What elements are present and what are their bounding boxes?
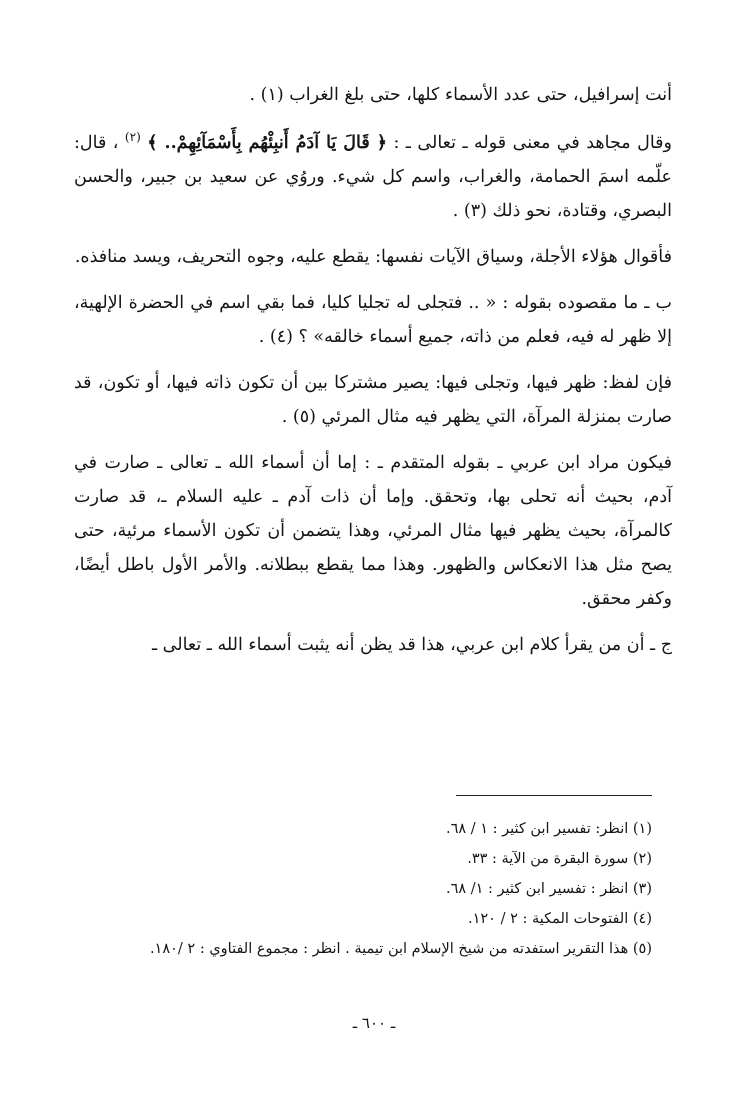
paragraph-7: ج ـ أن من يقرأ كلام ابن عربي، هذا قد يظن أنه يثبت أسماء الله ـ تعالى ـ <box>151 635 672 655</box>
quran-verse: ﴿ قَالَ يَا آدَمُ أَنبِئْهُم بِأَسْمَآئِهِمْ.. ﴾ <box>147 133 387 153</box>
main-text <box>74 78 672 674</box>
paragraph-2-rest: ، قال: علّمه اسمَ الحمامة، والغراب، واسم كل شيء. وروُي عن سعيد بن جبير، والحسن البصري، وقتادة، نحو ذلك (٣) . <box>74 133 672 221</box>
footnote-2: (٢) سورة البقرة من الآية : ٣٣. <box>467 851 652 867</box>
footnote-ref-2: (٢) <box>124 130 141 145</box>
page-number: ـ ٦٠٠ ـ <box>352 1014 396 1032</box>
paragraph-5: فإن لفظ: ظهر فيها، وتجلى فيها: يصير مشتركا بين أن تكون ذاته فيها، أو تكون، قد صارت بمنزلة المرآة، التي يظهر فيه مثال المرئي (٥) . <box>74 373 672 427</box>
footnote-divider <box>456 795 652 796</box>
footnotes <box>72 814 652 964</box>
footnote-5: (٥) هذا التقرير استفدته من شيخ الإسلام ابن تيمية . انظر : مجموع الفتاوي : ٢ /١٨٠. <box>149 941 652 957</box>
paragraph-6: فيكون مراد ابن عربي ـ بقوله المتقدم ـ : إما أن أسماء الله ـ تعالى ـ صارت في آدم، بحيث أنه تحلى بها، وتحقق. وإما أن ذات آدم ـ عليه السلام ـ، قد صارت كالمرآة، بحيث يظهر فيها مثال المرئي، وهذا يتضمن أن تكون الأسماء مرئية، حتى يصح مثل هذا الانعكاس والظهور. وهذا مما يقطع ببطلانه. والأمر الأول باطل أيضًا، وكفر محقق. <box>74 453 672 609</box>
footnote-4: (٤) الفتوحات المكية : ٢ / ١٢٠. <box>467 911 652 927</box>
paragraph-2 <box>74 126 672 228</box>
paragraph-3: فأقوال هؤلاء الأجلة، وسياق الآيات نفسها: يقطع عليه، وجوه التحريف، ويسد منافذه. <box>74 247 672 267</box>
paragraph-2-lead: وقال مجاهد في معنى قوله ـ تعالى ـ : <box>386 133 672 153</box>
paragraph-1: أنت إسرافيل، حتى عدد الأسماء كلها، حتى بلغ الغراب (١) . <box>249 85 672 105</box>
paragraph-4: ب ـ ما مقصوده بقوله : « .. فتجلى له تجليا كليا، فما بقي اسم في الحضرة الإلهية، إلا ظهر له فيه، فعلم من ذاته، جميع أسماء خالقه» ؟ (٤) . <box>74 293 672 347</box>
footnote-3: (٣) انظر : تفسير ابن كثير : ١/ ٦٨. <box>445 881 652 897</box>
footnote-1: (١) انظر: تفسير ابن كثير : ١ / ٦٨. <box>445 821 652 837</box>
